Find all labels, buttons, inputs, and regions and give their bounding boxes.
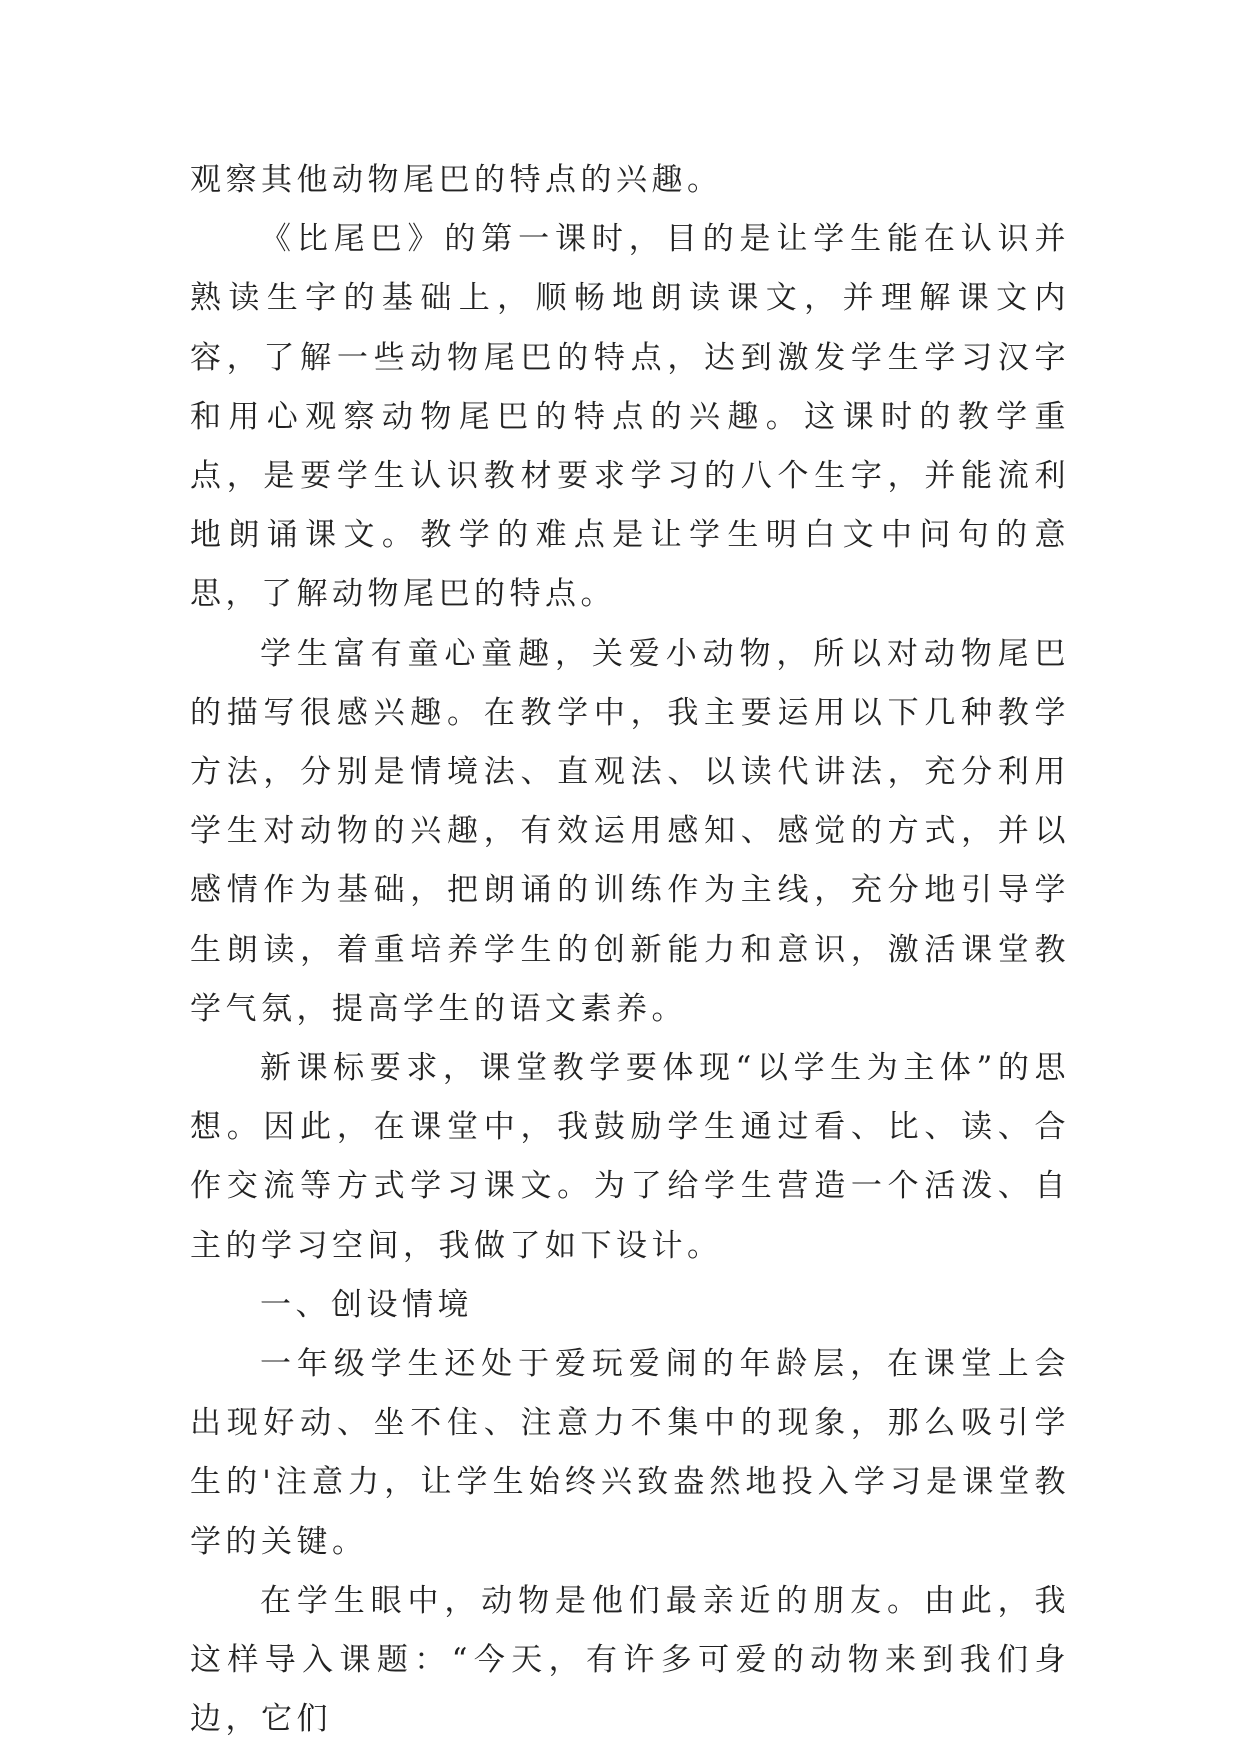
paragraph-continuation: 观察其他动物尾巴的特点的兴趣。 (190, 162, 723, 198)
paragraph-teaching-methods: 学生富有童心童趣，关爱小动物，所以对动物尾巴的描写很感兴趣。在教学中，我主要运用以下几种教学方法，分别是情境法、直观法、以读代讲法，充分利用学生对动物的兴趣，有效运用感知、感觉的方式，并以感情作为基础，把朗诵的训练作为主线，充分地引导学生朗读，着重培养学生的创新能力和意识，激活课堂教学气氛，提高学生的语文素养。 (190, 635, 1070, 1027)
section-heading: 一、创设情境 (260, 1286, 473, 1323)
paragraph-introduction: 在学生眼中，动物是他们最亲近的朋友。由此，我这样导入课题：“今天，有许多可爱的动物来到我们身边，它们 (190, 1582, 1070, 1738)
paragraph-curriculum-standard: 新课标要求，课堂教学要体现“以学生为主体”的思想。因此，在课堂中，我鼓励学生通过看、比、读、合作交流等方式学习课文。为了给学生营造一个活泼、自主的学习空间，我做了如下设计。 (190, 1050, 1070, 1264)
document-body (190, 151, 1070, 1749)
paragraph-student-attention: 一年级学生还处于爱玩爱闹的年龄层，在课堂上会出现好动、坐不住、注意力不集中的现象，那么吸引学生的'注意力，让学生始终兴致盎然地投入学习是课堂教学的关键。 (190, 1346, 1070, 1560)
paragraph-lesson-goal: 《比尾巴》的第一课时，目的是让学生能在认识并熟读生字的基础上，顺畅地朗读课文，并理解课文内容，了解一些动物尾巴的特点，达到激发学生学习汉字和用心观察动物尾巴的特点的兴趣。这课时的教学重点，是要学生认识教材要求学习的八个生字，并能流利地朗诵课文。教学的难点是让学生明白文中问句的意思，了解动物尾巴的特点。 (190, 221, 1070, 613)
